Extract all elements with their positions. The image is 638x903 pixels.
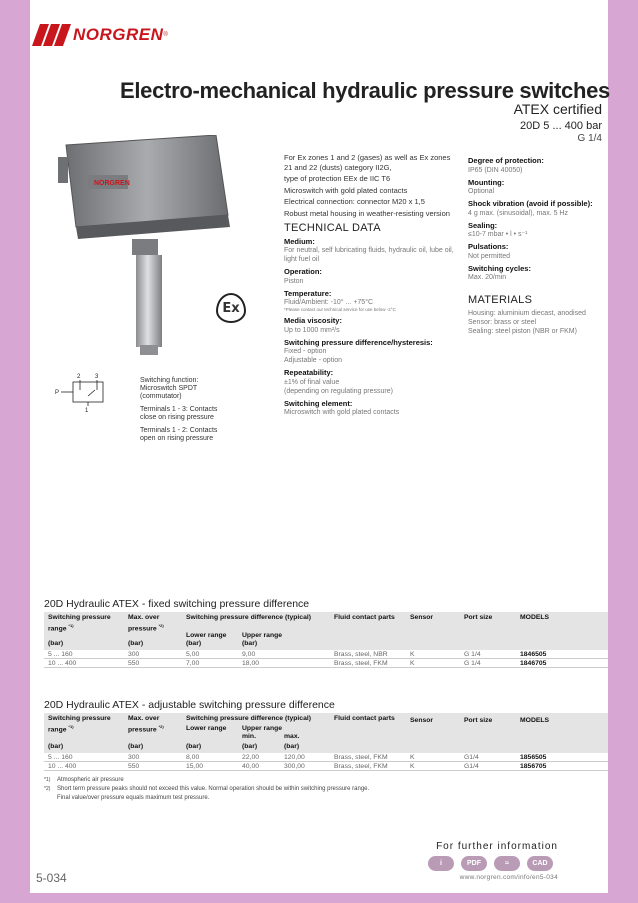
table-header: Switching pressure range $^{*1)}$ Max. over pressure $^{*2)}$ Switching pressure difference (typical) Lower range Upper range Fluid contact parts Sensor Port size MODELS (bar) (bar) (bar) (bar) — [44, 612, 608, 650]
svg-text:2: 2 — [77, 374, 81, 380]
technical-column: For Ex zones 1 and 2 (gases) as well as Ex zones 21 and 22 (dusts) category II2G, type of protection EEx de IIC T6 Microswitch with gold plated contacts Electrical connection: connector M20 x 1,5 Robust metal housing in weather-resisting version TECHNICAL DATA Medium: For neutral, self lubricating fluids, hydraulic oil, lube oil, light fuel oil Operation: Piston Temperature: Fluid/Ambient: -10° ... +75°C *Please contact our technical service for use below -2°C Media viscosity: Up to 1000 mm²/s Switching pressure difference/hysteresis: Fixed - option Adjustable - option Repeatability: ±1% of final value (depending on regulating pressure) Switching element: Microswitch with gold plated contacts — [284, 153, 454, 416]
logo-mark-icon — [36, 24, 67, 46]
left-margin-bar — [0, 0, 30, 903]
product-photo — [58, 135, 238, 355]
pdf-icon[interactable]: PDF — [461, 856, 487, 871]
table-row: 5 ... 160 300 8,00 22,00 120,00 Brass, steel, FKM K G1/4 1856505 — [44, 753, 608, 762]
logo-wordmark: NORGREN — [73, 25, 164, 44]
ex-atex-icon: Ex — [216, 293, 246, 323]
technical-data-heading: TECHNICAL DATA — [284, 222, 381, 234]
table-adjustable-difference — [44, 713, 608, 771]
info-icons — [428, 856, 553, 871]
footnotes: *1) Atmospheric air pressure *2) Short term pressure peaks should not exceed this value. Normal operation should be within switching pressure range. Final value/over pressure equals maximum test pressure. — [44, 777, 370, 801]
svg-text:P: P — [55, 390, 60, 396]
switch-circuit-diagram — [55, 370, 125, 415]
cad-icon[interactable]: CAD — [527, 856, 553, 871]
further-information-heading: For further information — [436, 841, 558, 852]
svg-text:1: 1 — [85, 408, 89, 414]
page-title: Electro-mechanical hydraulic pressure switches — [120, 78, 610, 103]
table-header: Switching pressure range $^{*1)}$ Max. over pressure $^{*2)}$ Switching pressure difference (typical) Lower range Upper range min. max. Fluid contact parts Sensor Port size MODELS (bar) (bar) (bar) (bar) (bar) — [44, 713, 608, 753]
svg-text:NORGREN: NORGREN — [94, 180, 130, 187]
pressure-range: 20D 5 ... 400 bar — [520, 120, 602, 132]
switch-function-text: Switching function: Microswitch SPDT (commutator) Terminals 1 - 3: Contacts close on rising pressure Terminals 1 - 2: Contacts open on rising pressure — [140, 377, 218, 442]
specs-column: Degree of protection: IP65 (DIN 40050) Mounting: Optional Shock vibration (avoid if possible): 4 g max. (sinusoidal), max. 5 Hz Sealing: ≤10-7 mbar • l • s⁻¹ Pulsations: Not permitted Switching cycles: Max. 20/min MATERIALS Housing: aluminium diecast, anodised Sensor: brass or steel Sealing: steel piston (NBR or FKM) — [468, 153, 598, 336]
page-number: 5-034 — [36, 871, 67, 885]
intro-list: For Ex zones 1 and 2 (gases) as well as Ex zones 21 and 22 (dusts) category II2G, type of protection EEx de IIC T6 Microswitch with gold plated contacts Electrical connection: connector M20 x 1,5 Robust metal housing in weather-resisting version — [284, 153, 451, 218]
info-icon[interactable]: i — [428, 856, 454, 871]
table2-title: 20D Hydraulic ATEX - adjustable switching pressure difference — [44, 699, 335, 711]
port-size: G 1/4 — [577, 133, 602, 144]
bottom-margin-bar — [0, 893, 638, 903]
info-url[interactable]: www.norgren.com/info/en5-034 — [459, 874, 558, 881]
table-row: 10 ... 400 550 15,00 40,00 300,00 Brass, steel, FKM K G1/4 1856705 — [44, 762, 608, 771]
table-row: 5 ... 160 300 5,00 9,00 Brass, steel, NBR K G 1/4 1846505 — [44, 650, 608, 659]
svg-text:3: 3 — [95, 374, 99, 380]
page-subtitle: ATEX certified — [513, 101, 602, 117]
table-fixed-difference — [44, 612, 608, 668]
materials-heading: MATERIALS — [468, 294, 533, 306]
configurator-icon[interactable]: ≈ — [494, 856, 520, 871]
table-row: 10 ... 400 550 7,00 18,00 Brass, steel, FKM K G 1/4 1846705 — [44, 659, 608, 668]
right-margin-bar — [608, 0, 638, 903]
table1-title: 20D Hydraulic ATEX - fixed switching pressure difference — [44, 598, 310, 610]
norgren-logo: NORGREN ® — [36, 22, 168, 48]
